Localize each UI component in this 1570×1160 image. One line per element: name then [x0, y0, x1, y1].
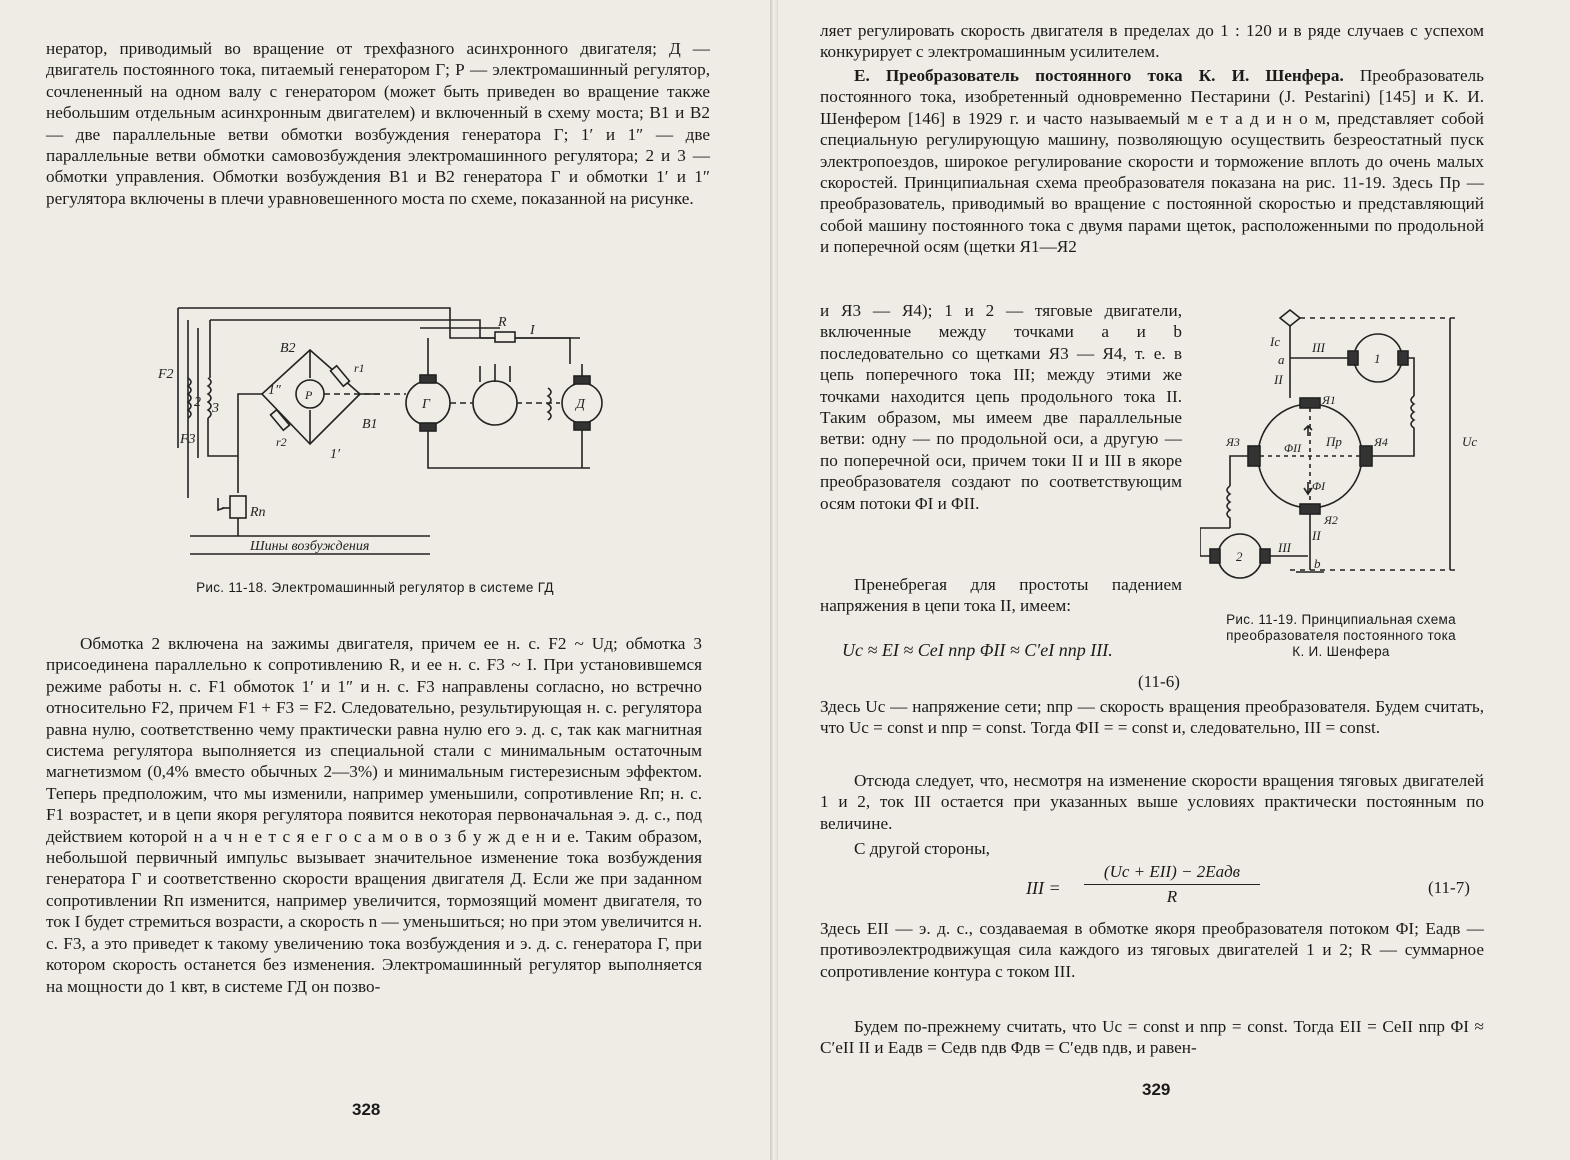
right-para-2: Отсюда следует, что, несмотря на изменение скорости вращения тяговых двигателей 1 и 2, ток III остается при указанных выше условиях практически постоянным по величине. [820, 771, 1484, 833]
fig18-rn-label: Rп [250, 505, 266, 520]
fig19-phi1-label: ΦI [1312, 479, 1326, 493]
right-intro-paragraph: ляет регулировать скорость двигателя в пределах до 1 : 120 и в ряде случаев с успехом конкурирует с электромашинным усилителем. [820, 21, 1484, 62]
equation-11-7-number: (11-7) [1428, 878, 1470, 897]
right-page [778, 0, 1570, 1160]
equation-11-6: Uс ≈ EI ≈ CeI nпр ΦII ≈ C′eI nпр III. [842, 640, 1113, 660]
right-para-3: С другой стороны, [854, 839, 990, 858]
equation-11-7-lhs: III = [1026, 878, 1061, 898]
fig19-b-label: b [1314, 556, 1321, 571]
fig18-p-label: Р [305, 388, 313, 402]
fig19-iii-bot-label: III [1278, 540, 1291, 555]
fig19-ic-label: Ic [1270, 334, 1281, 349]
fig18-g-label: Г [422, 397, 430, 412]
right-para-after-eq7: Здесь EII — э. д. с., создаваемая в обмотке якоря преобразователя потоком ΦI; Eадв — противоэлектродвижущая сила каждого из тяговых двигателей 1 и 2; R — суммарное сопротивление контура с током III. [820, 919, 1484, 981]
page-number-left: 328 [352, 1100, 381, 1119]
fig19-ya1-label: Я1 [1322, 393, 1336, 407]
fig18-f2-label: F2 [158, 367, 174, 382]
fig19-uc-label: Uc [1462, 434, 1478, 449]
equation-11-7-denominator: R [1166, 887, 1178, 906]
equation-11-7-fraction [1084, 862, 1260, 907]
fig19-caption-line2: преобразователя постоянного тока [1226, 628, 1456, 643]
left-page [0, 0, 772, 1160]
fig19-caption-line3: К. И. Шенфера [1292, 644, 1390, 659]
figure-11-19-converter-diagram [1200, 306, 1500, 606]
fig18-r2-label: r2 [276, 435, 287, 449]
fig18-i-label: I [530, 323, 535, 338]
fig19-ya2-label: Я2 [1324, 513, 1338, 527]
fig19-m1-label: 1 [1374, 351, 1381, 366]
fig19-iii-top-label: III [1312, 340, 1325, 355]
right-wrap-paragraph: и Я3 — Я4); 1 и 2 — тяговые двигатели, включенные между точками a и b последовательно со щетками Я3 — Я4, т. е. в цепь поперечного тока III; между этими же точками находится цепь продольного тока II. Таким образом, мы имеем две параллельные ветви: одну — по продольной оси, а другую — по поперечной оси, причем токи II и III в якоре преобразователя создают по соответствующим осям потоки ΦI и ΦII. [820, 301, 1182, 513]
fig18-w1p-label: 1′ [330, 447, 341, 462]
fig19-ii-top-label: II [1274, 372, 1283, 387]
fig18-w3-label: 3 [212, 401, 219, 416]
fig18-r-label: R [498, 315, 507, 330]
section-text: Преобразователь постоянного тока, изобретенный одновременно Пестарини (J. Pestarini) [145] и К. И. Шенфером [146] в 1929 г. и часто называемый м е т а д и н о м, представляет собой специальную регулирующую машину, позволяющую осуществить безреостатный пуск электропоездов, широкое регулирование скорости и торможение вплоть до очень малых скоростей. Принципиальная схема преобразователя показана на рис. 11-19. Здесь Пр — преобразователь, приводимый во вращение с постоянной скоростью и представляющий собой машину постоянного тока с двумя парами щеток, расположенными по продольной и поперечной осям (щетки Я1—Я2 [820, 66, 1484, 257]
fig19-caption-line1: Рис. 11-19. Принципиальная схема [1226, 612, 1456, 627]
figure-11-19-caption [1196, 612, 1486, 660]
left-body-paragraph: Обмотка 2 включена на зажимы двигателя, причем ее н. с. F2 ~ Uд; обмотка 3 присоединена параллельно к сопротивлению R, и ее н. с. F3 ~ I. При установившемся режиме работы н. с. F1 обмоток 1′ и 1″ и н. с. F3 направлены согласно, но встречно относительно F2, причем F1 + F3 = F2. Следовательно, результирующая н. с. регулятора равна нулю, соответственно чему практически равна нулю его э. д. с, так как магнитная система регулятора выполняется из специальной стали с минимальным остаточным магнетизмом (0,4% вместо обычных 2—3%) и минимальным гистерезисным эффектом. Теперь предположим, что мы изменили, например уменьшили, сопротивление Rп; н. с. F1 возрастет, и в цепи якоря регулятора появится некоторая первоначальная э. д. с., под действием которой н а ч н е т с я е г о с а м о в о з б у ж д е н и е. Таким образом, небольшой первичный импульс вызывает значительное изменение тока возбуждения генератора Г и соответственно скорости вращения двигателя Д. Если же при заданном сопротивлении Rп изменится, например увеличится, тормозящий момент двигателя, то ток I будет стремиться возрасти, а скорость n — уменьшиться; но при этом увеличится н. с. F3, а это приведет к такому увеличению тока возбуждения и э. д. с. генератора Г, при котором скорость останется без изменения. Электромашинный регулятор выполняется на мощности до 1 квт, в системе ГД он позво- [46, 634, 702, 996]
fig18-w1pp-label: 1″ [268, 383, 281, 398]
fig19-ii-bot-label: II [1312, 528, 1321, 543]
figure-11-18-regulator-diagram [150, 298, 620, 566]
left-intro-paragraph: нератор, приводимый во вращение от трехфазного асинхронного двигателя; Д — двигатель постоянного тока, питаемый генератором Г; Р — электромашинный регулятор, сочлененный на одном валу с генератором (может быть приведен во вращение также небольшим отдельным асинхронным двигателем) и включенный в схему моста; B1 и B2 — две параллельные ветви обмотки возбуждения генератора Г; 1′ и 1″ — две параллельные ветви обмотки самовозбуждения электромашинного регулятора; 2 и 3 — обмотки управления. Обмотки возбуждения B1 и B2 генератора Г и обмотки 1′ и 1″ регулятора включены в плечи уравновешенного моста по схеме, показанной на рисунке. [46, 39, 710, 208]
equation-11-7-numerator: (Uс + EII) − 2Eадв [1103, 862, 1241, 881]
right-wrap-paragraph-2: Пренебрегая для простоты падением напряжения в цепи тока II, имеем: [820, 575, 1182, 616]
figure-11-18-caption: Рис. 11-18. Электромашинный регулятор в системе ГД [196, 580, 554, 595]
fig19-ya3-label: Я3 [1226, 435, 1240, 449]
fig19-pr-label: Пр [1326, 434, 1342, 449]
fig19-m2-label: 2 [1236, 549, 1243, 564]
fig18-f3-label: F3 [180, 432, 196, 447]
right-para-last: Будем по-прежнему считать, что Uс = const и nпр = const. Тогда EII = CeII nпр ΦI ≈ C′eII II и Eадв = Cедв nдв Φдв = C′едв nдв, и равен- [820, 1017, 1484, 1058]
fig18-b1-label: B1 [362, 417, 378, 432]
fig19-phi2-label: ΦII [1284, 441, 1302, 455]
fig19-a-label: a [1278, 352, 1285, 367]
fig18-r1-label: r1 [354, 361, 365, 375]
fig18-w2-label: 2 [194, 395, 201, 410]
right-para-after-eq6: Здесь Uс — напряжение сети; nпр — скорость вращения преобразователя. Будем считать, что Uс = const и nпр = const. Тогда ΦII = = const и, следовательно, III = const. [820, 697, 1484, 738]
right-section-paragraph [820, 65, 1484, 258]
section-heading: Е. Преобразователь постоянного тока К. И. Шенфера. [854, 66, 1344, 85]
page-number-right: 329 [1142, 1080, 1171, 1099]
equation-11-6-number: (11-6) [1138, 672, 1180, 691]
fig18-b2-label: B2 [280, 341, 296, 356]
fig18-bus-label: Шины возбуждения [250, 539, 370, 554]
fig18-d-label: Д [576, 397, 585, 412]
fig19-ya4-label: Я4 [1374, 435, 1388, 449]
